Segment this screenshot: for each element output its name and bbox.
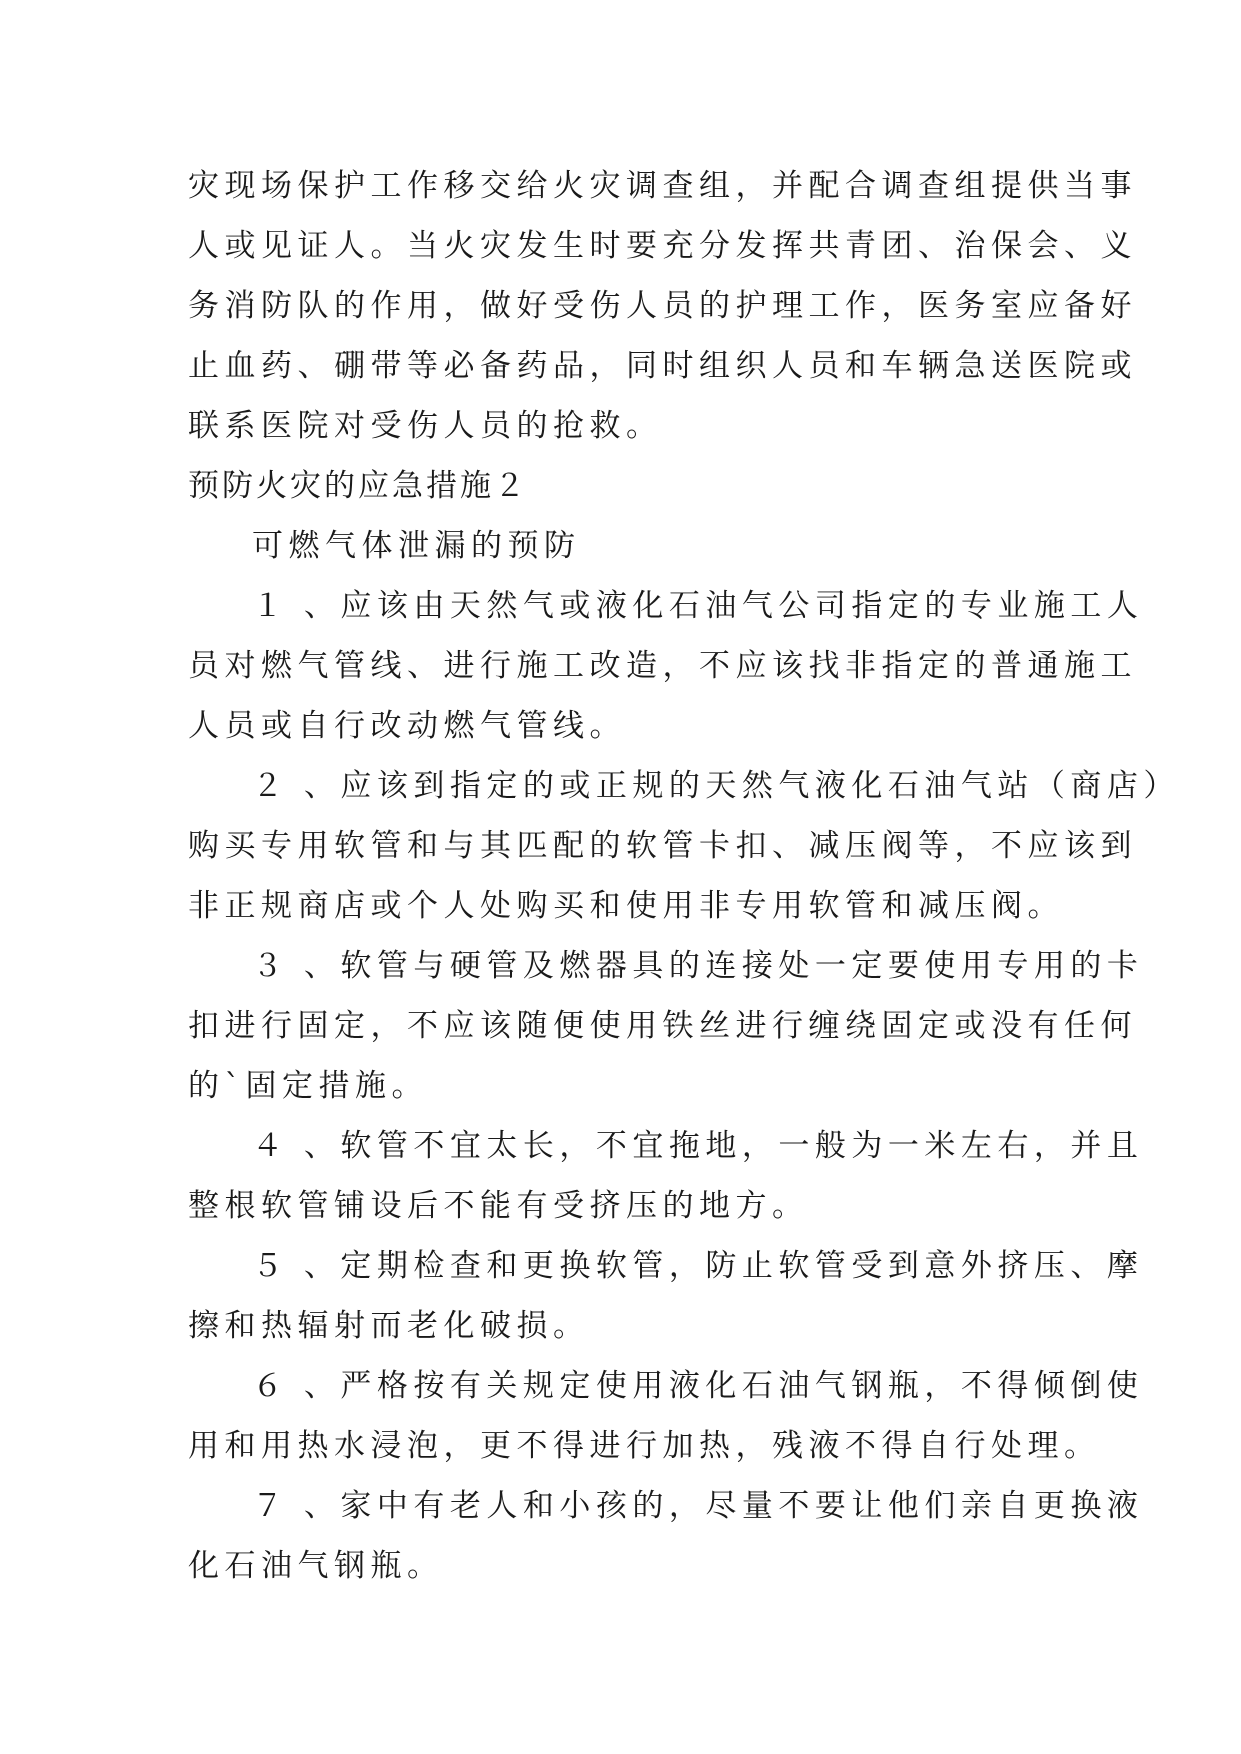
text-line: 擦和热辐射而老化破损。 [188, 1308, 590, 1344]
section-heading: 预防火灾的应急措施２ [188, 468, 528, 504]
text-line: 灾现场保护工作移交给火灾调查组，并配合调查组提供当事 [188, 168, 1137, 204]
text-line: 员对燃气管线、进行施工改造，不应该找非指定的普通施工 [188, 648, 1137, 684]
text-line: ７ 、家中有老人和小孩的，尽量不要让他们亲自更换液 [252, 1488, 1144, 1524]
text-line: 扣进行固定，不应该随便使用铁丝进行缠绕固定或没有任何 [188, 1008, 1137, 1044]
text-line: 非正规商店或个人处购买和使用非专用软管和减压阀。 [188, 888, 1064, 924]
subsection-title: 可燃气体泄漏的预防 [252, 528, 581, 564]
text-line: 整根软管铺设后不能有受挤压的地方。 [188, 1188, 809, 1224]
text-line: 的`固定措施。 [188, 1068, 428, 1104]
document-body [188, 156, 1180, 1596]
text-line: 务消防队的作用，做好受伤人员的护理工作，医务室应备好 [188, 288, 1137, 324]
text-line: 化石油气钢瓶。 [188, 1548, 444, 1584]
text-line: 人员或自行改动燃气管线。 [188, 708, 626, 744]
text-line: ６ 、严格按有关规定使用液化石油气钢瓶，不得倾倒使 [252, 1368, 1144, 1404]
text-line: ２ 、应该到指定的或正规的天然气液化石油气站（商店） [252, 768, 1180, 804]
text-line: 购买专用软管和与其匹配的软管卡扣、减压阀等，不应该到 [188, 828, 1137, 864]
text-line: ３ 、软管与硬管及燃器具的连接处一定要使用专用的卡 [252, 948, 1144, 984]
text-line: ４ 、软管不宜太长，不宜拖地，一般为一米左右，并且 [252, 1128, 1144, 1164]
text-line: 联系医院对受伤人员的抢救。 [188, 408, 663, 444]
text-line: 止血药、硼带等必备药品，同时组织人员和车辆急送医院或 [188, 348, 1137, 384]
text-line: １ 、应该由天然气或液化石油气公司指定的专业施工人 [252, 588, 1144, 624]
text-line: 用和用热水浸泡，更不得进行加热，残液不得自行处理。 [188, 1428, 1101, 1464]
text-line: ５ 、定期检查和更换软管，防止软管受到意外挤压、摩 [252, 1248, 1144, 1284]
text-line: 人或见证人。当火灾发生时要充分发挥共青团、治保会、义 [188, 228, 1137, 264]
